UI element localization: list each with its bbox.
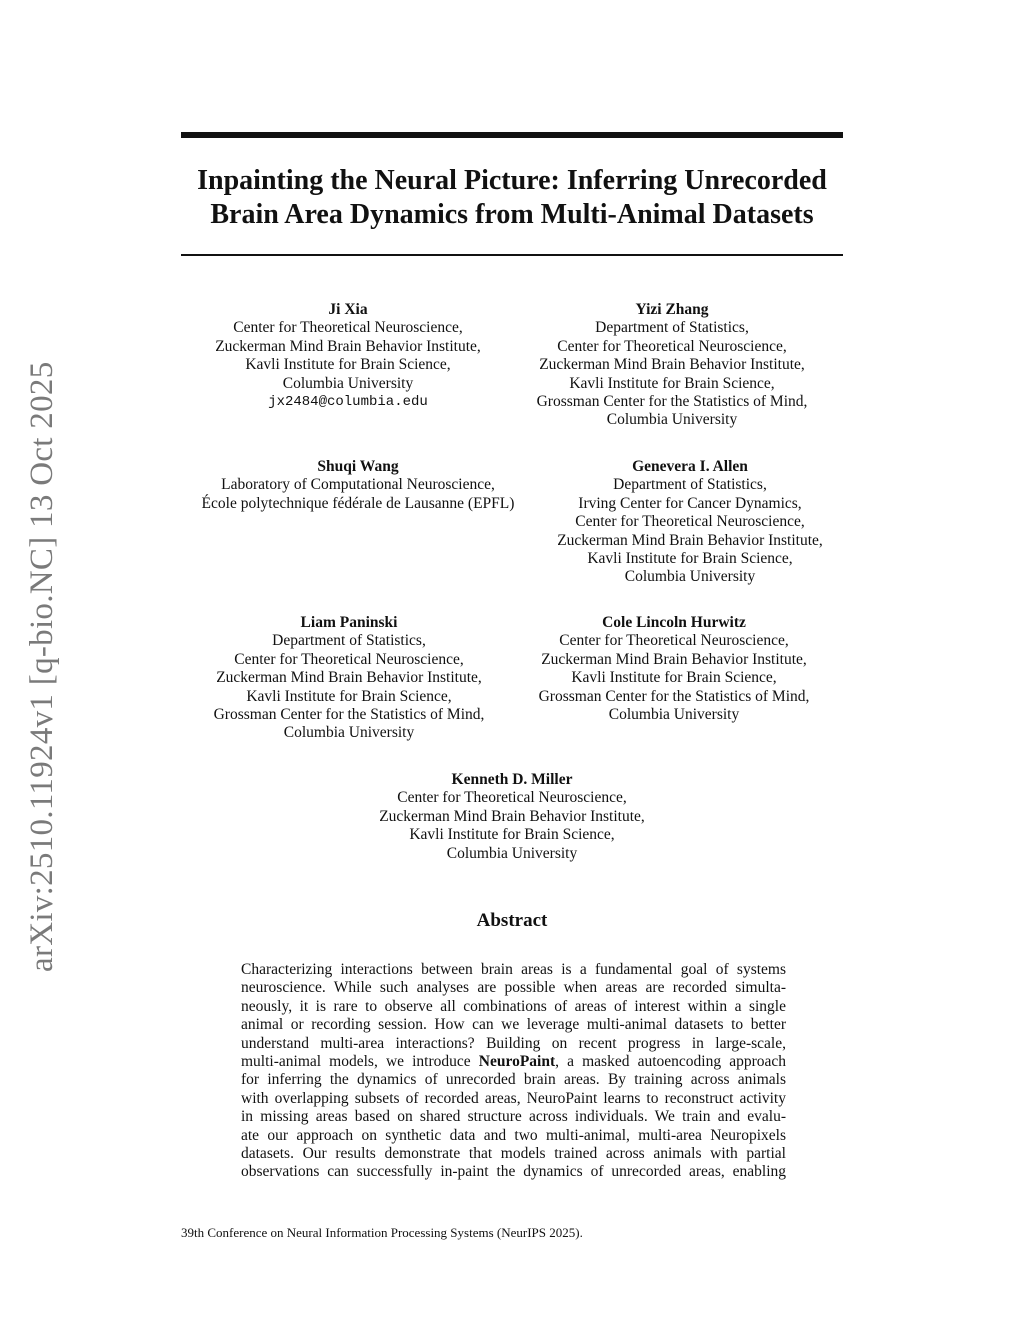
abstract-line: understand multi-area interactions? Building on recent progress in large-scale,	[241, 1034, 786, 1052]
abstract-line: animal or recording session. How can we leverage multi-animal datasets to better	[241, 1016, 786, 1034]
author-affiliation: Zuckerman Mind Brain Behavior Institute,	[216, 669, 482, 687]
abstract-line: for inferring the dynamics of unrecorded brain areas. By training across animals	[241, 1071, 786, 1089]
author-affiliation: Center for Theoretical Neuroscience,	[233, 319, 463, 337]
author-affiliation: Center for Theoretical Neuroscience,	[575, 513, 805, 531]
author-affiliation: Kavli Institute for Brain Science,	[246, 687, 452, 705]
author-name: Yizi Zhang	[635, 301, 709, 318]
author-affiliation: Kavli Institute for Brain Science,	[569, 374, 775, 392]
author-block-yizi-zhang	[502, 301, 842, 430]
author-name: Genevera I. Allen	[632, 458, 748, 475]
title-rule-bottom	[181, 254, 843, 256]
author-affiliation: Laboratory of Computational Neuroscience,	[221, 476, 495, 494]
author-affiliation: École polytechnique fédérale de Lausanne (EPFL)	[201, 494, 515, 512]
author-block-liam-paninski	[179, 614, 519, 743]
author-affiliation: Grossman Center for the Statistics of Mind,	[213, 706, 485, 724]
author-affiliation: Columbia University	[608, 706, 740, 724]
author-affiliation: Kavli Institute for Brain Science,	[587, 550, 793, 568]
author-name: Cole Lincoln Hurwitz	[602, 614, 746, 631]
author-name: Ji Xia	[328, 301, 368, 318]
author-affiliation: Columbia University	[606, 411, 738, 429]
author-name: Kenneth D. Miller	[451, 771, 573, 788]
author-affiliation: Center for Theoretical Neuroscience,	[397, 789, 627, 807]
author-block-shuqi-wang	[168, 458, 548, 513]
author-affiliation: Kavli Institute for Brain Science,	[409, 826, 615, 844]
abstract-text: , a masked autoencoding approach	[555, 1053, 786, 1071]
author-affiliation: Irving Center for Cancer Dynamics,	[578, 494, 802, 512]
abstract-line: neuroscience. While such analyses are possible when areas are recorded simulta-	[241, 979, 786, 997]
abstract-heading: Abstract	[476, 910, 548, 931]
author-affiliation: Zuckerman Mind Brain Behavior Institute,	[379, 807, 645, 825]
abstract-line: datasets. Our results demonstrate that models trained across animals with partial	[241, 1145, 786, 1163]
author-affiliation: Zuckerman Mind Brain Behavior Institute,	[557, 531, 823, 549]
abstract-line-with-method-name	[241, 1053, 786, 1071]
conference-footnote: 39th Conference on Neural Information Processing Systems (NeurIPS 2025).	[181, 1225, 583, 1240]
author-affiliation: Center for Theoretical Neuroscience,	[234, 650, 464, 668]
author-affiliation: Kavli Institute for Brain Science,	[571, 669, 777, 687]
author-affiliation: Zuckerman Mind Brain Behavior Institute,	[215, 337, 481, 355]
author-name: Shuqi Wang	[317, 458, 399, 475]
paper-title-line-1: Inpainting the Neural Picture: Inferring Unrecorded	[197, 165, 827, 196]
author-affiliation: Zuckerman Mind Brain Behavior Institute,	[539, 356, 805, 374]
author-affiliation: Columbia University	[446, 844, 578, 862]
author-block-genevera-allen	[520, 458, 860, 587]
abstract-line: in missing areas based on shared structure across individuals. We train and evalu-	[241, 1108, 786, 1126]
author-affiliation: Zuckerman Mind Brain Behavior Institute,	[541, 650, 807, 668]
author-affiliation: Grossman Center for the Statistics of Mind,	[536, 393, 808, 411]
author-affiliation: Department of Statistics,	[272, 632, 426, 650]
author-affiliation: Kavli Institute for Brain Science,	[245, 356, 451, 374]
abstract-line: with overlapping subsets of recorded areas, NeuroPaint learns to reconstruct activity	[241, 1089, 786, 1107]
author-block-kenneth-miller	[342, 771, 682, 863]
arxiv-identifier-stamp: arXiv:2510.11924v1 [q-bio.NC] 13 Oct 2025	[24, 361, 60, 972]
author-email: jx2484@columbia.edu	[268, 394, 428, 411]
paper-title	[150, 164, 874, 232]
author-block-cole-hurwitz	[504, 614, 844, 724]
method-name-neuropaint: NeuroPaint	[478, 1053, 556, 1071]
paper-title-line-2: Brain Area Dynamics from Multi-Animal Datasets	[210, 199, 814, 230]
abstract-line: observations can successfully in-paint the dynamics of unrecorded areas, enabling	[241, 1163, 786, 1181]
author-name: Liam Paninski	[300, 614, 398, 631]
abstract-text: multi-animal models, we introduce	[241, 1053, 479, 1071]
title-rule-top	[181, 132, 843, 138]
author-affiliation: Columbia University	[282, 374, 414, 392]
abstract-line: Characterizing interactions between brain areas is a fundamental goal of systems	[241, 961, 786, 978]
abstract-line: neously, it is rare to observe all combinations of areas of interest within a single	[241, 997, 786, 1015]
author-affiliation: Department of Statistics,	[595, 319, 749, 337]
author-affiliation: Department of Statistics,	[613, 476, 767, 494]
author-affiliation: Columbia University	[624, 568, 756, 586]
author-affiliation: Center for Theoretical Neuroscience,	[557, 337, 787, 355]
abstract-line: ate our approach on synthetic data and two multi-animal, multi-area Neuropixels	[241, 1126, 786, 1144]
abstract-body	[241, 961, 786, 1182]
author-block-ji-xia	[178, 301, 518, 411]
author-affiliation: Grossman Center for the Statistics of Mind,	[538, 687, 810, 705]
author-affiliation: Center for Theoretical Neuroscience,	[559, 632, 789, 650]
author-affiliation: Columbia University	[283, 724, 415, 742]
